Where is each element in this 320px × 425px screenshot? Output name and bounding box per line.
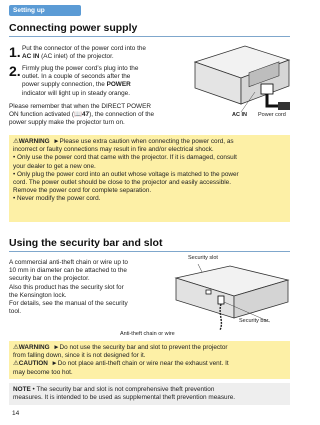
heading-rule <box>9 251 290 252</box>
book-icon: 📖 <box>74 111 82 119</box>
projector-security-illustration <box>170 262 295 332</box>
power-heading: Connecting power supply <box>9 22 138 34</box>
power-cord-label: Power cord <box>258 112 286 118</box>
step-2-text: Firmly plug the power cord’s plug into the outlet. In a couple of seconds after the power supply connection, the POWER indicator will light up in steady orange. <box>22 65 139 97</box>
heading-rule <box>9 36 290 37</box>
security-heading: Using the security bar and slot <box>9 237 163 249</box>
step-2-number: 2. <box>9 63 21 79</box>
anti-theft-chain-label: Anti-theft chain or wire <box>120 331 175 337</box>
security-slot-label: Security slot <box>188 255 218 261</box>
direct-power-paragraph: Please remember that when the DIRECT POWER ON function activated (📖47), the connection of the power supply make the projector turn on. <box>9 103 155 127</box>
step-1-text: Put the connector of the power cord into the AC IN (AC inlet) of the projector. <box>22 45 146 61</box>
projector-power-illustration <box>185 40 293 120</box>
security-paragraph: A commercial anti-theft chain or wire up to 10 mm in diameter can be attached to the security bar on the projector. Also this product has the security slot for the Kensington lock. For details, see the manual of the security tool. <box>9 259 128 316</box>
step-1-number: 1. <box>9 44 21 60</box>
page-number: 14 <box>12 410 20 417</box>
warning-caution-box: ⚠WARNING ►Do not use the security bar and slot to prevent the projector from falling down, since it is not designed for it. ⚠CAUTION ►Do not place anti-theft chain or wire near the exhaust vent. It may become too hot. <box>9 341 290 379</box>
section-tab: Setting up <box>9 5 81 16</box>
ac-in-label: AC IN <box>232 112 247 118</box>
caution-icon: ⚠ <box>13 360 19 368</box>
note-box: NOTE • The security bar and slot is not comprehensive theft prevention measures. It is intended to be used as supplemental theft prevention measure. <box>9 383 290 405</box>
warning-box: ⚠WARNING ►Please use extra caution when connecting the power cord, as incorrect or faulty connections may result in fire and/or electrical shock. • Only use the power cord that came with the projector. If it is damaged, consult your dealer to get a new one. • Only plug the power cord into an outlet whose voltage is matched to the power cord. The power outlet should be close to the projector and easily accessible. Remove the power cord for complete separation. • Never modify the power cord. <box>9 135 290 222</box>
warning-icon: ⚠ <box>13 138 19 145</box>
warning-icon: ⚠ <box>13 344 19 351</box>
security-bar-label: Security bar <box>239 318 269 324</box>
